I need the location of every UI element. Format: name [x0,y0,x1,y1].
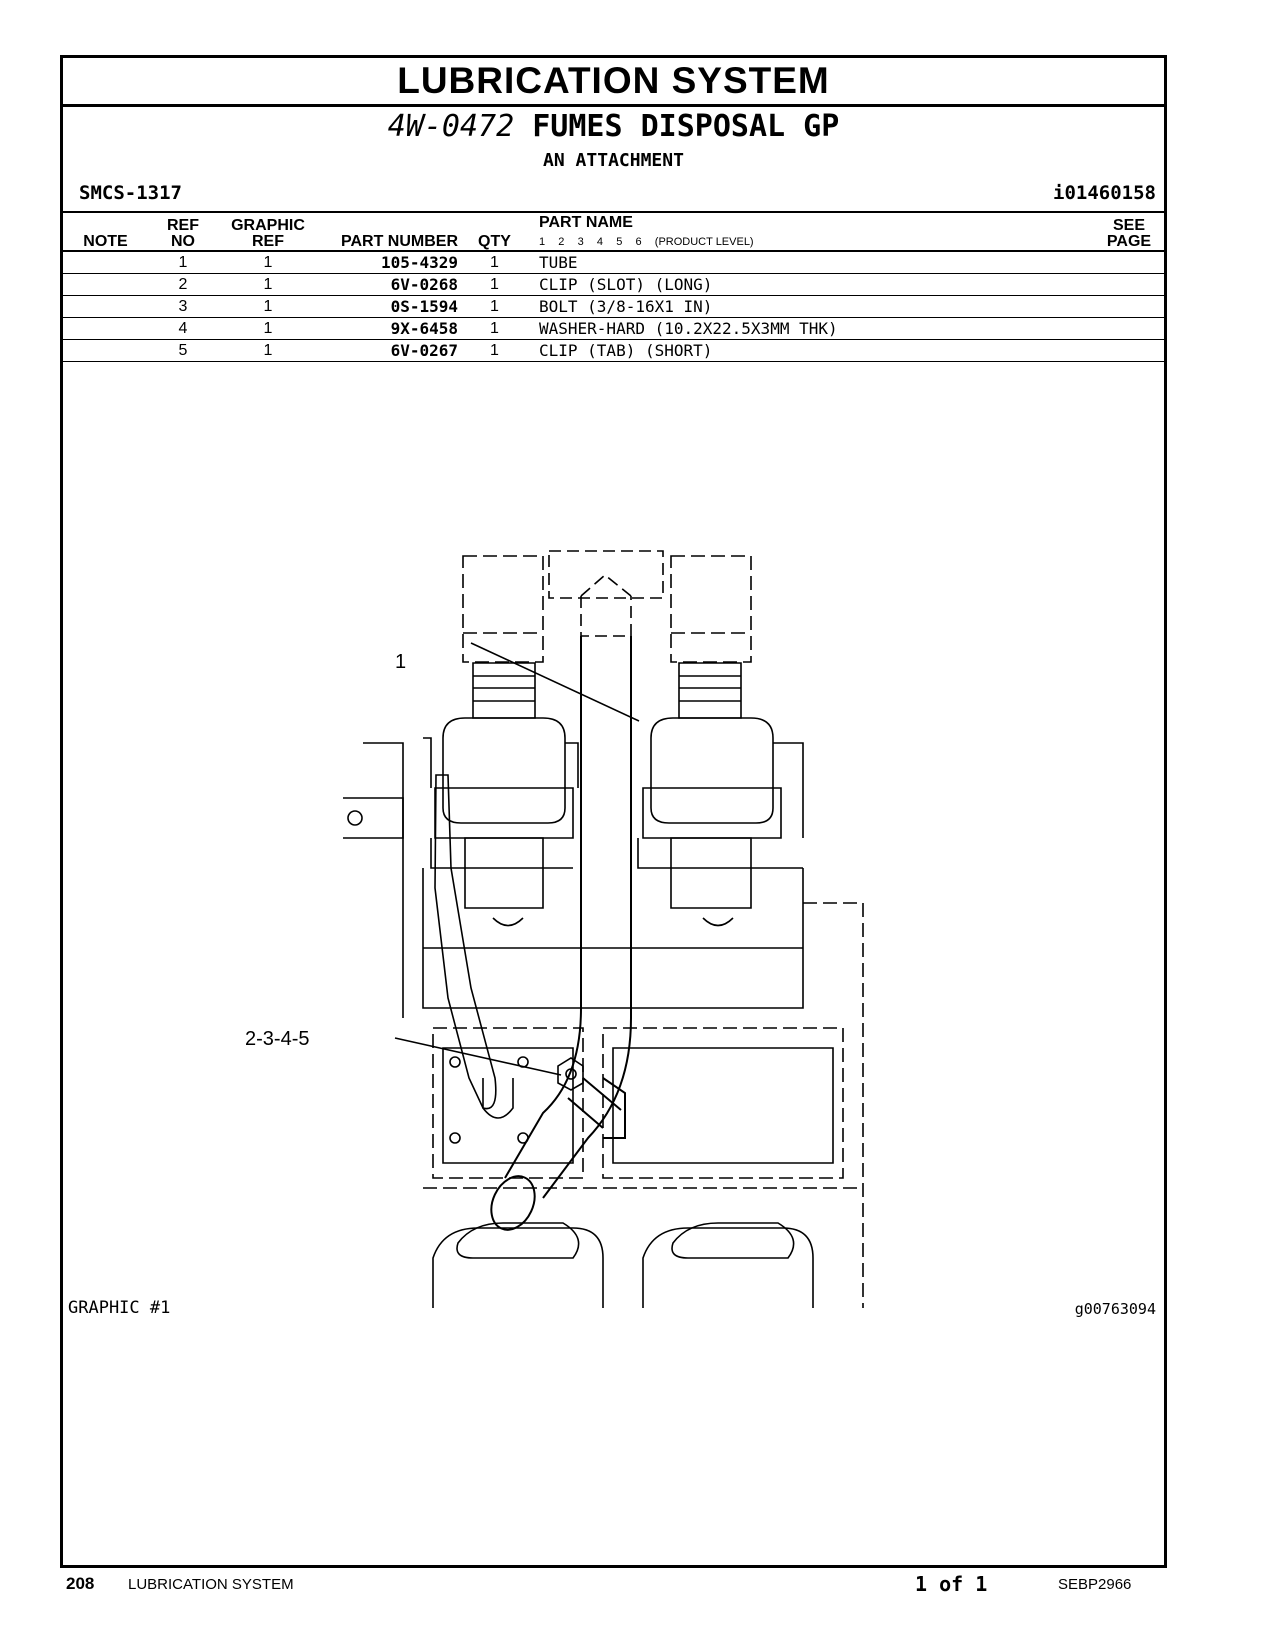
graphic-id: g00763094 [1074,1300,1156,1318]
left-valve-cover [423,718,578,908]
col-part-number: PART NUMBER [318,212,458,251]
engine-block [343,743,863,1308]
footer-publication: SEBP2966 [1058,1576,1132,1593]
group-title [63,110,1164,144]
parts-table [63,211,1164,362]
engine-line-drawing [243,538,963,1308]
smcs-code: SMCS-1317 [79,182,182,204]
footer-section: LUBRICATION SYSTEM [128,1576,294,1593]
table-row: 4 1 9X-6458 1 WASHER-HARD (10.2X22.5X3MM THK) [63,318,1164,340]
callout-2-label: 2-3-4-5 [245,1028,310,1050]
col-ref-no: REF NO [148,212,218,251]
table-row: 1 1 105-4329 1 TUBE [63,251,1164,274]
page-frame [60,55,1167,1568]
graphic-label: GRAPHIC #1 [68,1298,171,1318]
col-graphic-ref: GRAPHIC REF [218,212,318,251]
oil-pan-right [603,1028,843,1178]
group-type: AN ATTACHMENT [543,150,684,171]
right-filter-outline [671,556,751,662]
title-band [63,58,1164,107]
footer-pager: 1 of 1 [915,1572,988,1596]
lower-reservoirs [433,1223,813,1308]
lower-panels [443,1048,833,1163]
left-bellows [473,663,535,718]
callout-leader-1 [471,643,639,721]
group-part-number: 4W-0472 [387,109,515,144]
callout-1-label: 1 [395,651,407,673]
col-see-page: SEE PAGE [1094,212,1164,251]
callout-leader-2 [395,1038,561,1075]
table-header-row [63,212,1164,251]
group-name: FUMES DISPOSAL GP [532,109,840,144]
right-bellows [679,663,741,718]
main-tube [483,636,631,1237]
section-title: LUBRICATION SYSTEM [397,60,830,101]
tee-outline [549,551,663,636]
col-part-name: PART NAME 1 2 3 4 5 6 (PRODUCT LEVEL) [531,212,1094,251]
left-filter-outline [463,556,543,662]
right-valve-cover [638,718,803,908]
oil-pan-left [433,1028,583,1178]
table-row: 5 1 6V-0267 1 CLIP (TAB) (SHORT) [63,340,1164,362]
product-levels: 1 2 3 4 5 6 (PRODUCT LEVEL) [539,236,754,248]
table-row: 3 1 0S-1594 1 BOLT (3/8-16X1 IN) [63,296,1164,318]
col-qty: QTY [458,212,531,251]
footer-page-number: 208 [66,1574,95,1593]
document-id: i01460158 [1053,182,1156,204]
table-row: 2 1 6V-0268 1 CLIP (SLOT) (LONG) [63,274,1164,296]
col-note: NOTE [63,212,148,251]
